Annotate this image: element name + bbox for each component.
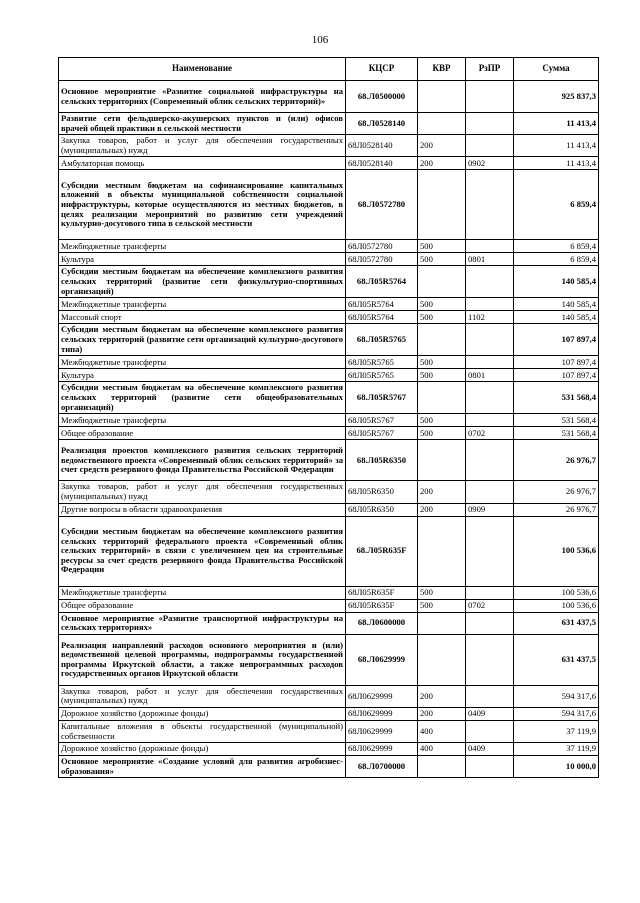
table-row — [59, 634, 599, 685]
cell-kcsr: 68.Л05R635F — [346, 516, 418, 586]
cell-rzpr: 0801 — [466, 253, 514, 266]
cell-rzpr: 1102 — [466, 311, 514, 324]
cell-sum: 107 897,4 — [514, 324, 599, 356]
cell-name: Общее образование — [59, 427, 346, 440]
table-row — [59, 266, 599, 298]
cell-kvr: 500 — [418, 369, 466, 382]
cell-kvr: 500 — [418, 427, 466, 440]
table-row — [59, 311, 599, 324]
cell-rzpr — [466, 240, 514, 253]
cell-kcsr: 68Л05R6350 — [346, 481, 418, 503]
table-row — [59, 135, 599, 157]
cell-rzpr — [466, 135, 514, 157]
cell-kcsr: 68.Л0700000 — [346, 756, 418, 778]
cell-kvr: 500 — [418, 240, 466, 253]
cell-kcsr: 68Л05R5765 — [346, 356, 418, 369]
cell-kcsr: 68Л0572780 — [346, 240, 418, 253]
cell-kvr: 200 — [418, 503, 466, 516]
cell-kcsr: 68Л05R5765 — [346, 369, 418, 382]
cell-sum: 594 317,6 — [514, 685, 599, 707]
cell-name: Дорожное хозяйство (дорожные фонды) — [59, 707, 346, 720]
header-rzpr: РзПР — [466, 58, 514, 81]
cell-kvr: 400 — [418, 743, 466, 756]
cell-rzpr — [466, 756, 514, 778]
cell-rzpr: 0801 — [466, 369, 514, 382]
table-row — [59, 612, 599, 634]
header-kcsr: КЦСР — [346, 58, 418, 81]
cell-rzpr — [466, 81, 514, 113]
cell-name: Основное мероприятие «Развитие социальной инфраструктуры на сельских территориях (Современный облик сельских территорий)» — [59, 81, 346, 113]
cell-sum: 6 859,4 — [514, 170, 599, 240]
table-row — [59, 324, 599, 356]
budget-table — [58, 57, 599, 778]
cell-sum: 100 536,6 — [514, 599, 599, 612]
cell-name: Капитальные вложения в объекты государственной (муниципальной) собственности — [59, 720, 346, 742]
cell-rzpr — [466, 586, 514, 599]
table-row — [59, 586, 599, 599]
cell-sum: 26 976,7 — [514, 440, 599, 481]
cell-kcsr: 68Л0629999 — [346, 720, 418, 742]
table-row — [59, 743, 599, 756]
cell-rzpr — [466, 612, 514, 634]
header-sum: Сумма — [514, 58, 599, 81]
page-number: 106 — [311, 34, 329, 46]
table-row — [59, 427, 599, 440]
cell-rzpr — [466, 634, 514, 685]
cell-kvr — [418, 81, 466, 113]
table-row — [59, 414, 599, 427]
table-row — [59, 440, 599, 481]
cell-kvr — [418, 170, 466, 240]
cell-kvr: 200 — [418, 685, 466, 707]
cell-kcsr: 68Л05R635F — [346, 586, 418, 599]
cell-kcsr: 68Л05R5764 — [346, 311, 418, 324]
cell-kcsr: 68.Л0500000 — [346, 81, 418, 113]
cell-sum: 6 859,4 — [514, 253, 599, 266]
cell-kcsr: 68Л0528140 — [346, 135, 418, 157]
table-row — [59, 707, 599, 720]
cell-rzpr — [466, 685, 514, 707]
cell-sum: 37 119,9 — [514, 720, 599, 742]
cell-name: Закупка товаров, работ и услуг для обеспечения государственных (муниципальных) нужд — [59, 135, 346, 157]
cell-rzpr — [466, 298, 514, 311]
cell-rzpr — [466, 266, 514, 298]
cell-sum: 6 859,4 — [514, 240, 599, 253]
cell-rzpr — [466, 356, 514, 369]
cell-rzpr — [466, 170, 514, 240]
cell-kvr — [418, 612, 466, 634]
cell-rzpr: 0702 — [466, 599, 514, 612]
cell-sum: 140 585,4 — [514, 298, 599, 311]
cell-name: Субсидии местным бюджетам на обеспечение комплексного развития сельских территорий (развитие сети организаций культурно-досугового типа) — [59, 324, 346, 356]
cell-kvr — [418, 756, 466, 778]
cell-sum: 531 568,4 — [514, 382, 599, 414]
cell-kvr: 400 — [418, 720, 466, 742]
cell-kvr — [418, 113, 466, 135]
cell-kcsr: 68Л05R6350 — [346, 503, 418, 516]
table-body — [59, 81, 599, 778]
header-name: Наименование — [59, 58, 346, 81]
cell-sum: 140 585,4 — [514, 266, 599, 298]
table-row — [59, 503, 599, 516]
cell-rzpr: 0909 — [466, 503, 514, 516]
cell-kvr: 200 — [418, 707, 466, 720]
cell-kcsr: 68.Л05R5767 — [346, 382, 418, 414]
table-row — [59, 481, 599, 503]
cell-kcsr: 68Л05R5764 — [346, 298, 418, 311]
cell-rzpr: 0902 — [466, 157, 514, 170]
cell-sum: 100 536,6 — [514, 516, 599, 586]
cell-sum: 107 897,4 — [514, 369, 599, 382]
cell-name: Культура — [59, 369, 346, 382]
cell-kcsr: 68Л0572780 — [346, 253, 418, 266]
cell-rzpr — [466, 382, 514, 414]
cell-sum: 11 413,4 — [514, 135, 599, 157]
cell-kcsr: 68Л0629999 — [346, 743, 418, 756]
cell-sum: 11 413,4 — [514, 157, 599, 170]
cell-kvr: 500 — [418, 356, 466, 369]
cell-sum: 531 568,4 — [514, 414, 599, 427]
cell-kcsr: 68.Л0528140 — [346, 113, 418, 135]
cell-kvr: 200 — [418, 157, 466, 170]
cell-kvr: 500 — [418, 298, 466, 311]
cell-rzpr: 0409 — [466, 707, 514, 720]
cell-sum: 26 976,7 — [514, 503, 599, 516]
cell-name: Субсидии местным бюджетам на обеспечение комплексного развития сельских территорий (развитие сети физкультурно-спортивных организаций) — [59, 266, 346, 298]
cell-name: Закупка товаров, работ и услуг для обеспечения государственных (муниципальных) нужд — [59, 685, 346, 707]
table-row — [59, 253, 599, 266]
cell-name: Общее образование — [59, 599, 346, 612]
table-row — [59, 81, 599, 113]
cell-sum: 925 837,3 — [514, 81, 599, 113]
cell-sum: 37 119,9 — [514, 743, 599, 756]
cell-name: Межбюджетные трансферты — [59, 298, 346, 311]
cell-kvr — [418, 324, 466, 356]
table-row — [59, 720, 599, 742]
cell-kvr — [418, 440, 466, 481]
cell-kvr — [418, 382, 466, 414]
cell-kcsr: 68.Л0600000 — [346, 612, 418, 634]
cell-sum: 26 976,7 — [514, 481, 599, 503]
table-row — [59, 170, 599, 240]
cell-sum: 531 568,4 — [514, 427, 599, 440]
cell-name: Основное мероприятие «Создание условий для развития агробизнес-образования» — [59, 756, 346, 778]
cell-rzpr — [466, 720, 514, 742]
cell-rzpr — [466, 481, 514, 503]
cell-name: Межбюджетные трансферты — [59, 240, 346, 253]
cell-sum: 631 437,5 — [514, 612, 599, 634]
table-row — [59, 369, 599, 382]
cell-kvr: 500 — [418, 311, 466, 324]
cell-kvr — [418, 516, 466, 586]
cell-sum: 594 317,6 — [514, 707, 599, 720]
cell-rzpr — [466, 113, 514, 135]
table-row — [59, 356, 599, 369]
cell-kvr: 200 — [418, 481, 466, 503]
cell-rzpr: 0409 — [466, 743, 514, 756]
cell-name: Основное мероприятие «Развитие транспортной инфраструктуры на сельских территориях» — [59, 612, 346, 634]
cell-kvr: 500 — [418, 253, 466, 266]
table-header-row — [59, 58, 599, 81]
cell-name: Межбюджетные трансферты — [59, 414, 346, 427]
cell-rzpr — [466, 516, 514, 586]
cell-name: Амбулаторная помощь — [59, 157, 346, 170]
cell-kvr: 500 — [418, 586, 466, 599]
cell-name: Реализация направлений расходов основного мероприятия и (или) ведомственной целевой программы, подпрограммы государственной программы Иркутской области, а также непрограммных расходов государственных органов Иркутской области — [59, 634, 346, 685]
cell-kvr — [418, 266, 466, 298]
cell-kcsr: 68Л0528140 — [346, 157, 418, 170]
cell-name: Закупка товаров, работ и услуг для обеспечения государственных (муниципальных) нужд — [59, 481, 346, 503]
cell-rzpr — [466, 440, 514, 481]
cell-sum: 10 000,0 — [514, 756, 599, 778]
cell-name: Субсидии местным бюджетам на обеспечение комплексного развития сельских территорий (развитие сети общеобразовательных организаций) — [59, 382, 346, 414]
header-kvr: КВР — [418, 58, 466, 81]
cell-name: Субсидии местным бюджетам на софинансирование капитальных вложений в объекты муниципальной собственности социальной инфраструктуры, которые осуществляются из местных бюджетов, в целях реализации мероприятий по развитию сети учреждений культурно-досугового типа в сельской местности — [59, 170, 346, 240]
cell-kcsr: 68Л0629999 — [346, 685, 418, 707]
cell-kcsr: 68.Л05R6350 — [346, 440, 418, 481]
cell-name: Реализация проектов комплексного развития сельских территорий ведомственного проекта «Современный облик сельских территорий» за счет средств резервного фонда Правительства Российской Федерации — [59, 440, 346, 481]
table-row — [59, 240, 599, 253]
cell-kcsr: 68Л0629999 — [346, 707, 418, 720]
cell-kcsr: 68.Л0572780 — [346, 170, 418, 240]
cell-sum: 107 897,4 — [514, 356, 599, 369]
cell-kvr: 500 — [418, 599, 466, 612]
cell-rzpr — [466, 414, 514, 427]
cell-kcsr: 68.Л05R5765 — [346, 324, 418, 356]
cell-kcsr: 68Л05R635F — [346, 599, 418, 612]
cell-kcsr: 68Л05R5767 — [346, 427, 418, 440]
cell-name: Субсидии местным бюджетам на обеспечение комплексного развития сельских территорий федерального проекта «Современный облик сельских территорий» в связи с увеличением цен на строительные ресурсы за счет средств резервного фонда Правительства Российской Федерации — [59, 516, 346, 586]
cell-rzpr — [466, 324, 514, 356]
cell-sum: 140 585,4 — [514, 311, 599, 324]
table-row — [59, 298, 599, 311]
cell-name: Дорожное хозяйство (дорожные фонды) — [59, 743, 346, 756]
cell-kcsr: 68.Л05R5764 — [346, 266, 418, 298]
table-row — [59, 516, 599, 586]
table-row — [59, 113, 599, 135]
cell-kcsr: 68Л05R5767 — [346, 414, 418, 427]
cell-name: Массовый спорт — [59, 311, 346, 324]
table-row — [59, 157, 599, 170]
cell-sum: 631 437,5 — [514, 634, 599, 685]
table-row — [59, 756, 599, 778]
cell-kvr: 200 — [418, 135, 466, 157]
cell-name: Другие вопросы в области здравоохранения — [59, 503, 346, 516]
cell-kvr: 500 — [418, 414, 466, 427]
cell-rzpr: 0702 — [466, 427, 514, 440]
table-row — [59, 685, 599, 707]
cell-name: Межбюджетные трансферты — [59, 586, 346, 599]
table-row — [59, 382, 599, 414]
cell-sum: 100 536,6 — [514, 586, 599, 599]
cell-kvr — [418, 634, 466, 685]
cell-kcsr: 68.Л0629999 — [346, 634, 418, 685]
cell-name: Межбюджетные трансферты — [59, 356, 346, 369]
table-row — [59, 599, 599, 612]
cell-name: Развитие сети фельдшерско-акушерских пунктов и (или) офисов врачей общей практики в сельской местности — [59, 113, 346, 135]
cell-name: Культура — [59, 253, 346, 266]
cell-sum: 11 413,4 — [514, 113, 599, 135]
